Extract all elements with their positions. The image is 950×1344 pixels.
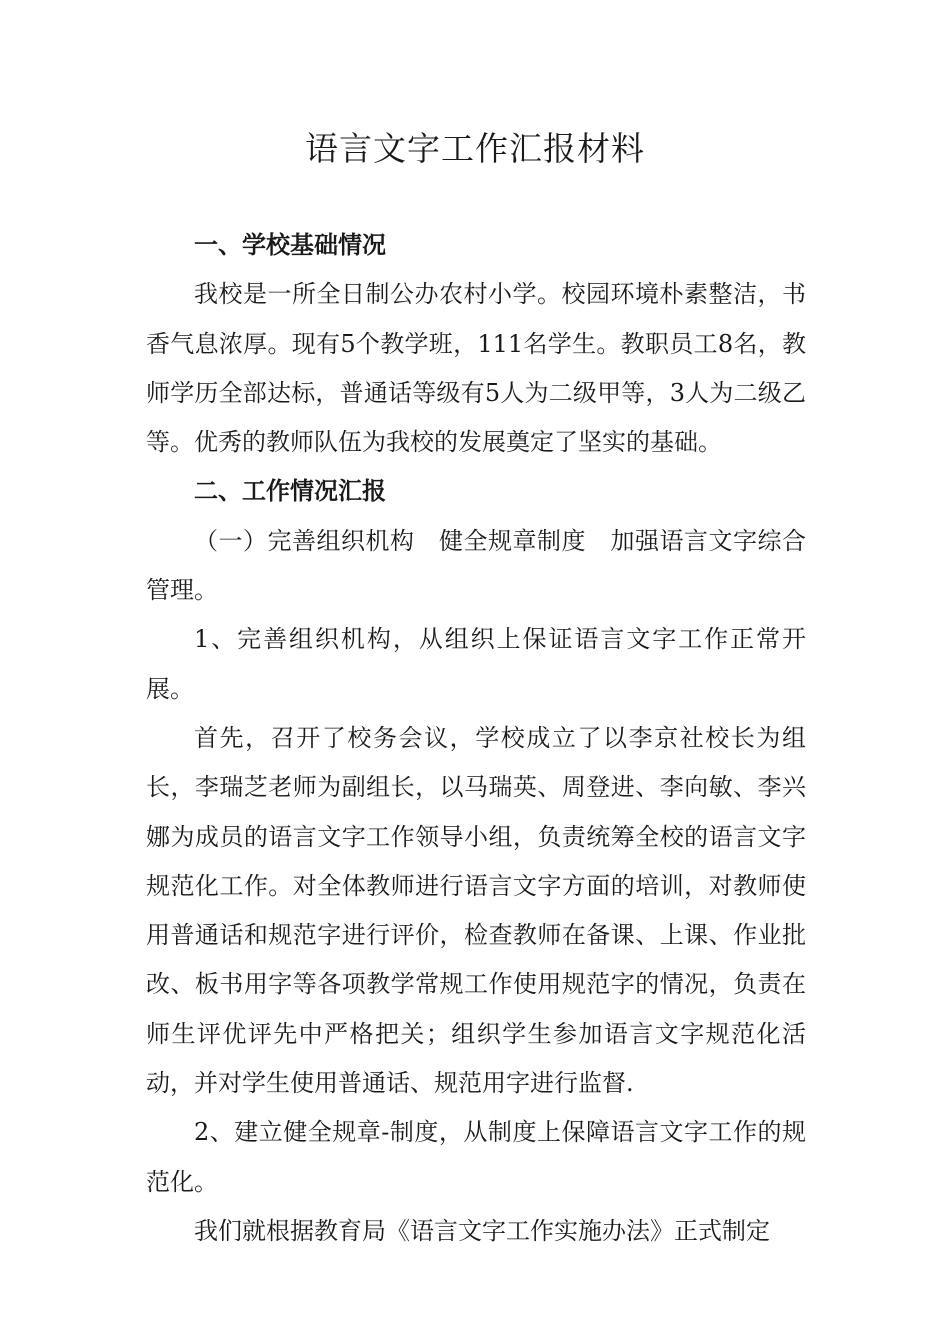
paragraph-regulations: 我们就根据教育局《语言文字工作实施办法》正式制定 [194, 1216, 770, 1245]
document-body [146, 221, 806, 1256]
paragraph-item-1: 1、完善组织机构，从组织上保证语言文字工作正常开展。 [146, 625, 806, 703]
paragraph-item-2: 2、建立健全规章-制度，从制度上保障语言文字工作的规范化。 [146, 1118, 806, 1196]
sub-heading-organization: （一）完善组织机构 健全规章制度 加强语言文字综合管理。 [146, 526, 806, 605]
section-heading-work-report: 二、工作情况汇报 [194, 477, 386, 506]
paragraph-school-basics: 我校是一所全日制公办农村小学。校园环境朴素整洁，书香气息浓厚。现有5个教学班，111名学生。教职员工8名，教师学历全部达标，普通话等级有5人为二级甲等，3人为二级乙等。优秀的教师队伍为我校的发展奠定了坚实的基础。 [146, 280, 806, 457]
document-title: 语言文字工作汇报材料 [305, 129, 645, 168]
paragraph-leadership-group: 首先，召开了校务会议，学校成立了以李京社校长为组长，李瑞芝老师为副组长，以马瑞英、周登进、李向敏、李兴娜为成员的语言文字工作领导小组，负责统筹全校的语言文字规范化工作。对全体教师进行语言文字方面的培训，对教师使用普通话和规范字进行评价，检查教师在备课、上课、作业批改、板书用字等各项教学常规工作使用规范字的情况，负责在师生评优评先中严格把关；组织学生参加语言文字规范化活动，并对学生使用普通话、规范用字进行监督. [146, 723, 806, 1098]
section-heading-school-basics: 一、学校基础情况 [194, 231, 386, 259]
